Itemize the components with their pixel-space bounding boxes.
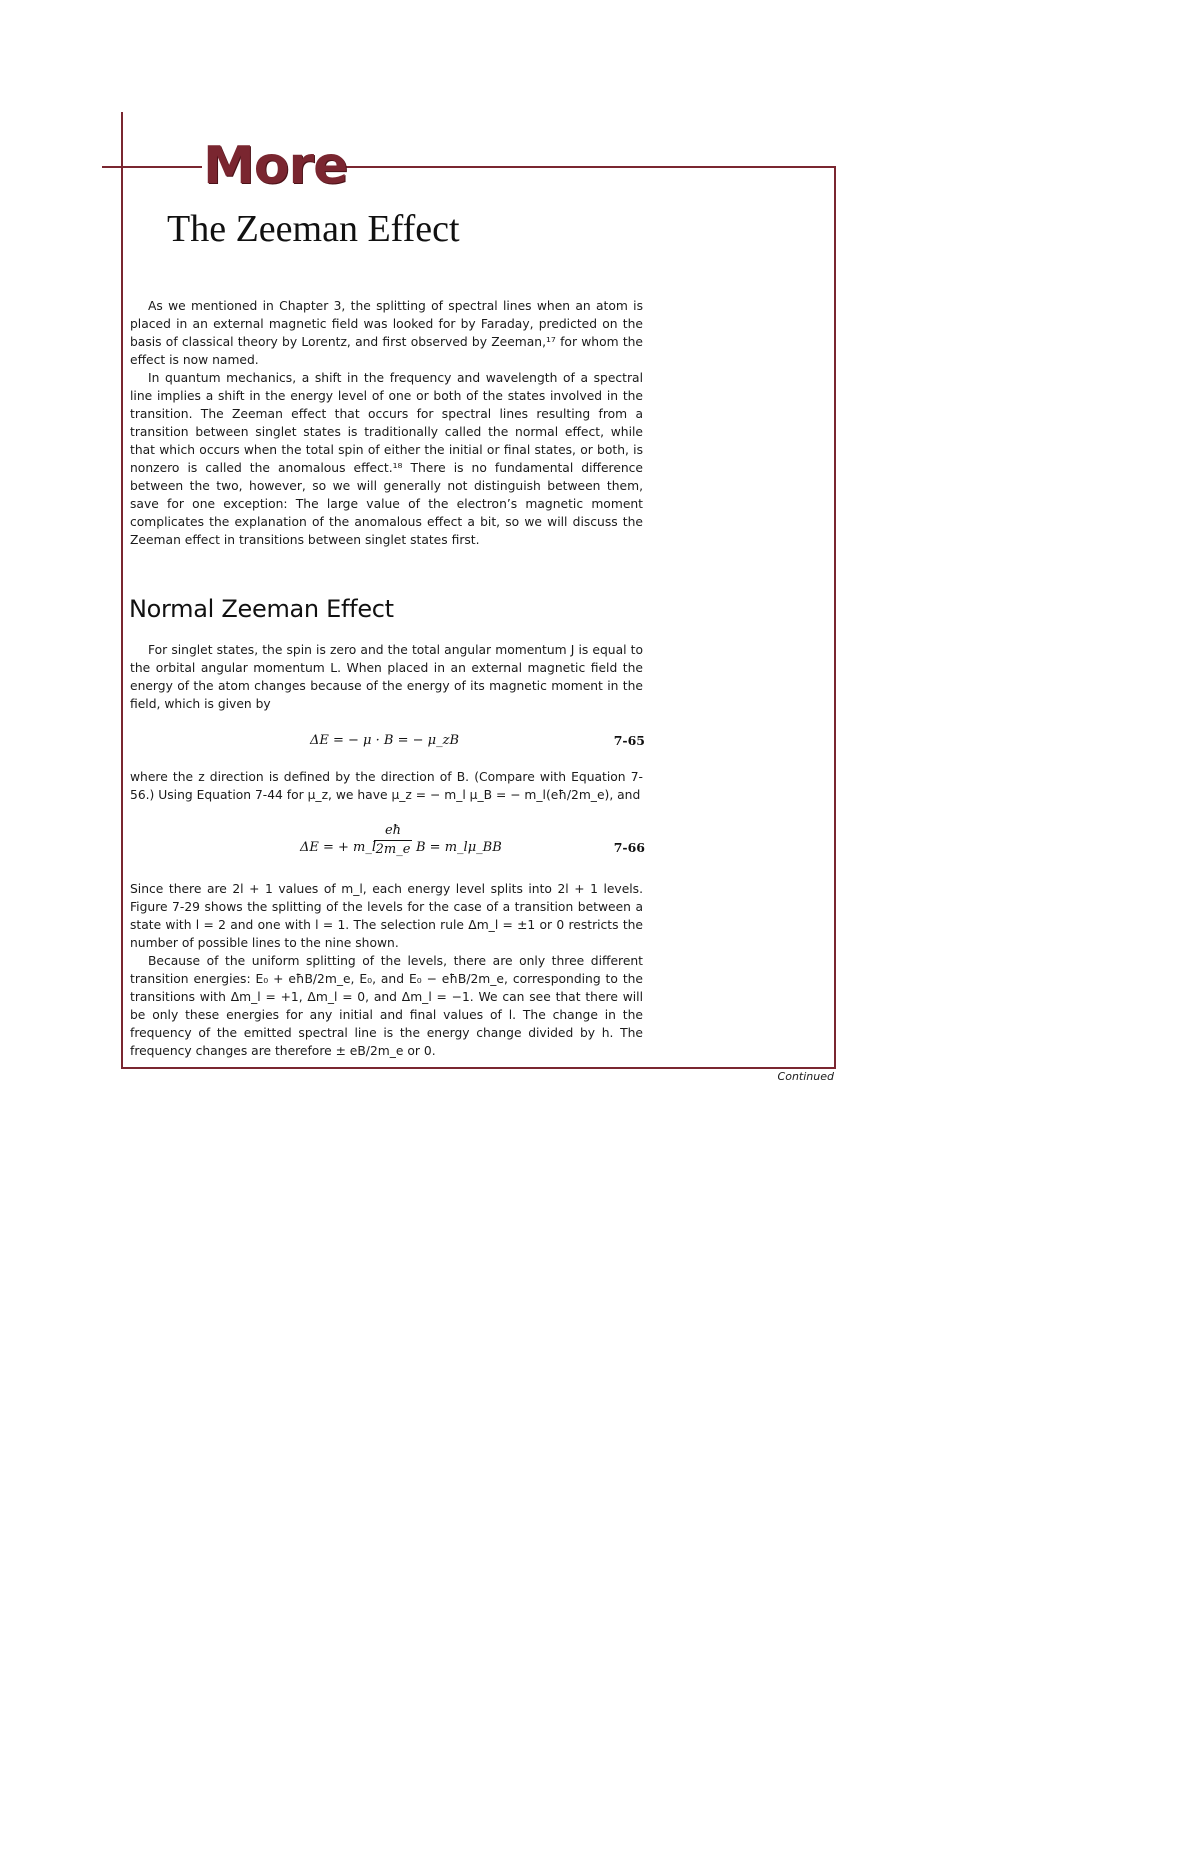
frame-right-rule [834, 166, 836, 1069]
intro-paragraph: In quantum mechanics, a shift in the frequency and wavelength of a spectral line implies a shift in the energy level of one or both of the states involved in the transition. The Zeeman effect that occurs for spectral lines resulting from a transition between singlet states is traditionally called the normal effect, while that which occurs when the total spin of either the initial or final states, or both, is nonzero is called the anomalous effect.¹⁸ There is no fundamental difference between the two, however, so we will generally not distinguish between them, save for one exception: The large value of the electron’s magnetic moment complicates the explanation of the anomalous effect a bit, so we will discuss the Zeeman effect in transitions between singlet states first. [130, 371, 643, 547]
equation-7-65 [130, 727, 645, 757]
normal-zeeman-splitting [130, 880, 643, 1060]
normal-zeeman-intro [130, 641, 643, 713]
equation-right-side: B = m_lμ_BB [416, 840, 502, 855]
article-title: The Zeeman Effect [167, 208, 460, 250]
equation-fraction [374, 823, 412, 859]
frame-top-rule-right [338, 166, 836, 168]
continued-label: Continued [777, 1070, 834, 1083]
body-paragraph: For singlet states, the spin is zero and the total angular momentum J is equal to the orbital angular momentum L. When placed in an external magnetic field the energy of the atom changes because of the energy of its magnetic moment in the field, which is given by [130, 643, 643, 711]
fraction-numerator: eħ [374, 823, 412, 841]
body-paragraph: Because of the uniform splitting of the levels, there are only three different transition energies: E₀ + eħB/2m_e, E₀, and E₀ − eħB/2m_e, corresponding to the transitions with Δm_l = +1, Δm_l = 0, and Δm_l = −1. We can see that there will be only these energies for any initial and final values of l. The change in the frequency of the emitted spectral line is the energy change divided by h. The frequency changes are therefore ± eB/2m_e or 0. [130, 954, 643, 1058]
equation-7-66 [130, 820, 645, 870]
equation-number: 7-66 [613, 840, 645, 855]
equation-left-side: ΔE = + m_l [300, 840, 377, 855]
more-label: More [203, 136, 348, 196]
frame-top-rule-left [102, 166, 202, 168]
intro-paragraph: As we mentioned in Chapter 3, the splitting of spectral lines when an atom is placed in an external magnetic field was looked for by Faraday, predicted on the basis of classical theory by Lorentz, and first observed by Zeeman,¹⁷ for whom the effect is now named. [130, 299, 643, 367]
normal-zeeman-derivation [130, 768, 643, 804]
frame-left-rule [121, 112, 123, 1069]
body-paragraph: Since there are 2l + 1 values of m_l, each energy level splits into 2l + 1 levels. Figure 7-29 shows the splitting of the levels for the case of a transition between a state with l = 2 and one with l = 1. The selection rule Δm_l = ±1 or 0 restricts the number of possible lines to the nine shown. [130, 882, 643, 950]
intro-section [130, 297, 643, 549]
frame-bottom-rule [121, 1067, 836, 1069]
section-heading: Normal Zeeman Effect [129, 595, 394, 623]
equation-expression: ΔE = − μ · B = − μ_zB [310, 733, 459, 748]
equation-number: 7-65 [613, 733, 645, 748]
fraction-denominator: 2m_e [375, 842, 411, 857]
body-paragraph: where the z direction is defined by the direction of B. (Compare with Equation 7-56.) Using Equation 7-44 for μ_z, we have μ_z = − m_l μ_B = − m_l(eħ/2m_e), and [130, 770, 643, 802]
